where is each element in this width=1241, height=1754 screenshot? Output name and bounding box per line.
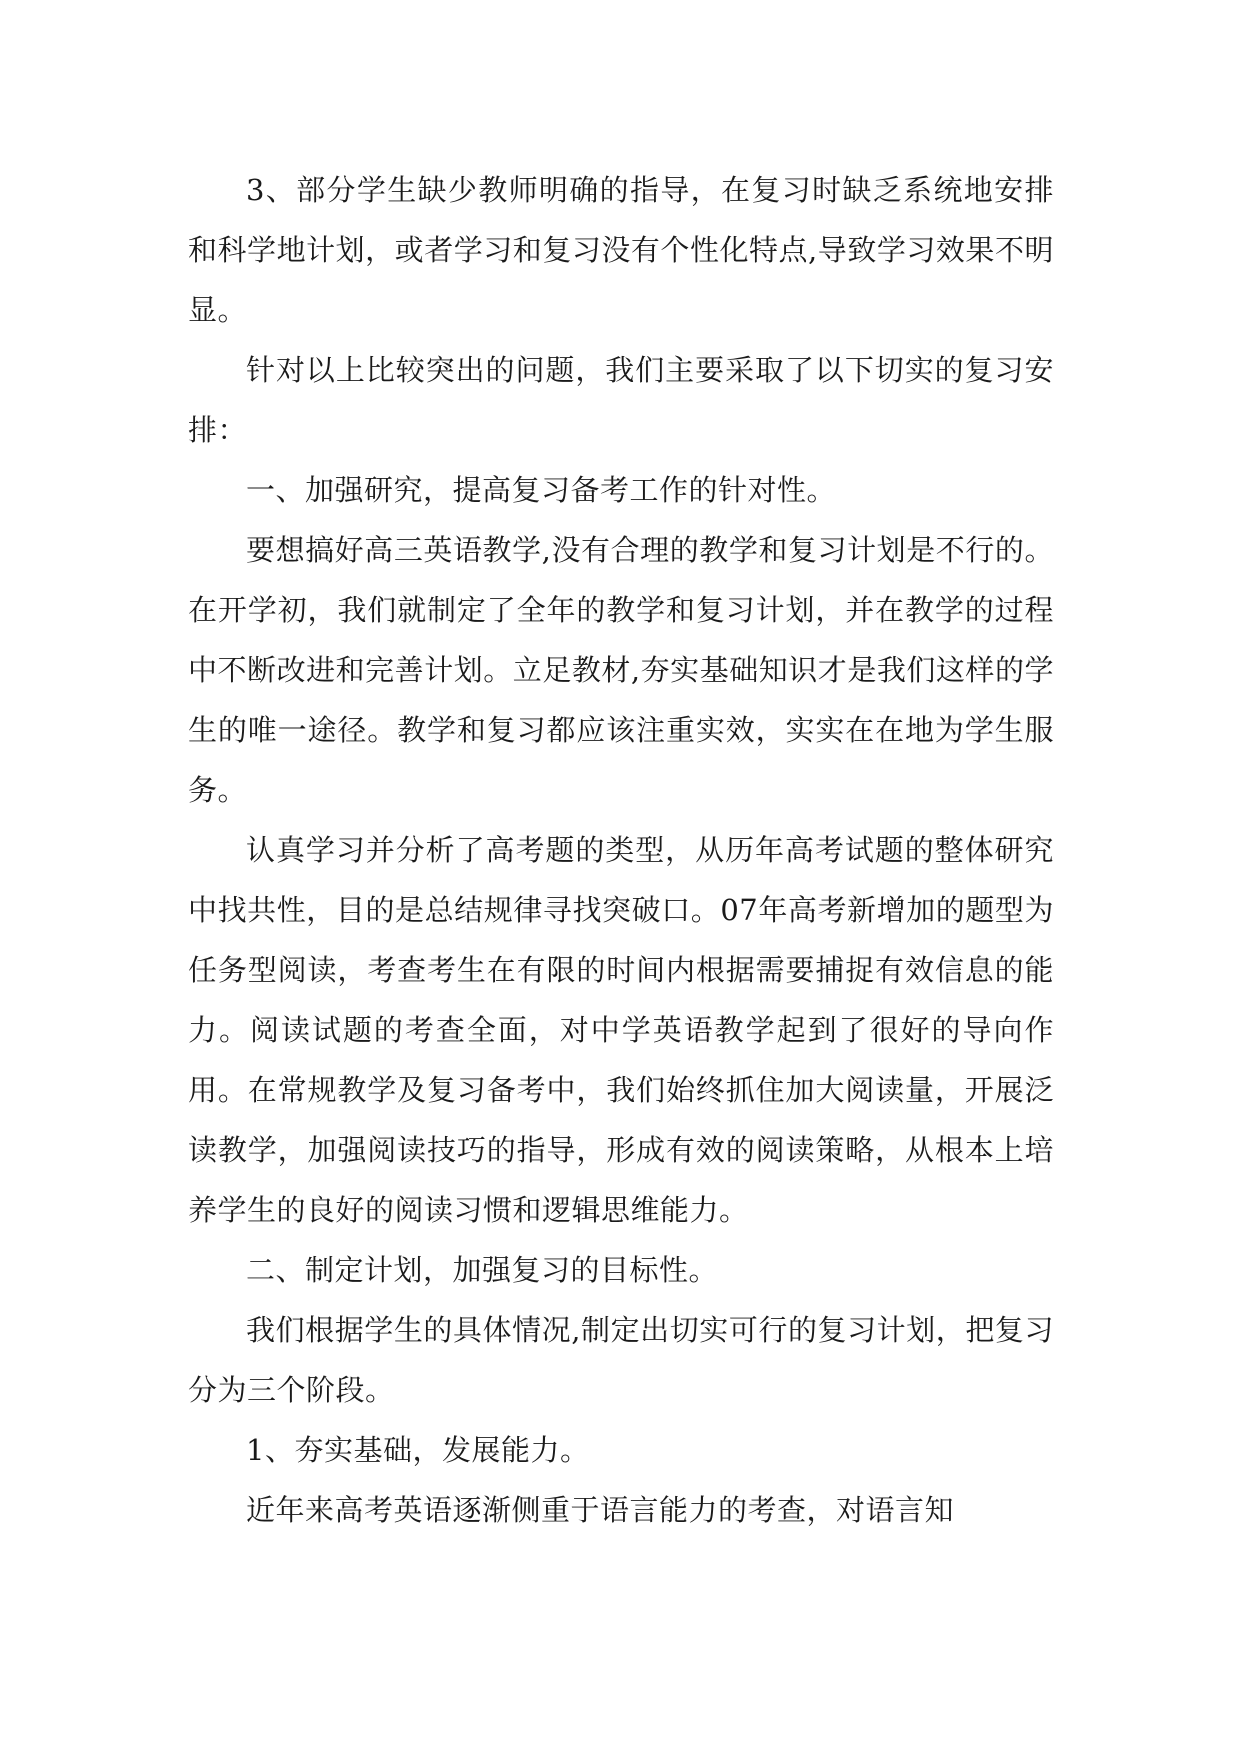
paragraph-measures-intro: 针对以上比较突出的问题，我们主要采取了以下切实的复习安排： (188, 353, 1054, 447)
section-heading-2: 二、制定计划，加强复习的目标性。 (246, 1253, 719, 1287)
paragraph-three-stages: 我们根据学生的具体情况,制定出切实可行的复习计划，把复习分为三个阶段。 (188, 1313, 1054, 1407)
paragraph-exam-analysis: 认真学习并分析了高考题的类型，从历年高考试题的整体研究中找共性，目的是总结规律寻找突破口。07年高考新增加的题型为任务型阅读，考查考生在有限的时间内根据需要捕捉有效信息的能力。阅读试题的考查全面，对中学英语教学起到了很好的导向作用。在常规教学及复习备考中，我们始终抓住加大阅读量，开展泛读教学，加强阅读技巧的指导，形成有效的阅读策略，从根本上培养学生的良好的阅读习惯和逻辑思维能力。 (188, 833, 1054, 1227)
paragraph-language-ability: 近年来高考英语逐渐侧重于语言能力的考查，对语言知 (246, 1493, 955, 1527)
paragraph-point-3: 3、部分学生缺少教师明确的指导，在复习时缺乏系统地安排和科学地计划，或者学习和复习没有个性化特点,导致学习效果不明显。 (188, 173, 1054, 327)
document-body (188, 160, 1054, 1540)
paragraph-plan: 要想搞好高三英语教学,没有合理的教学和复习计划是不行的。在开学初，我们就制定了全年的教学和复习计划，并在教学的过程中不断改进和完善计划。立足教材,夯实基础知识才是我们这样的学生的唯一途径。教学和复习都应该注重实效，实实在在地为学生服务。 (188, 533, 1054, 807)
section-heading-1: 一、加强研究，提高复习备考工作的针对性。 (246, 473, 837, 507)
subheading-stage-1: 1、夯实基础，发展能力。 (246, 1433, 590, 1467)
